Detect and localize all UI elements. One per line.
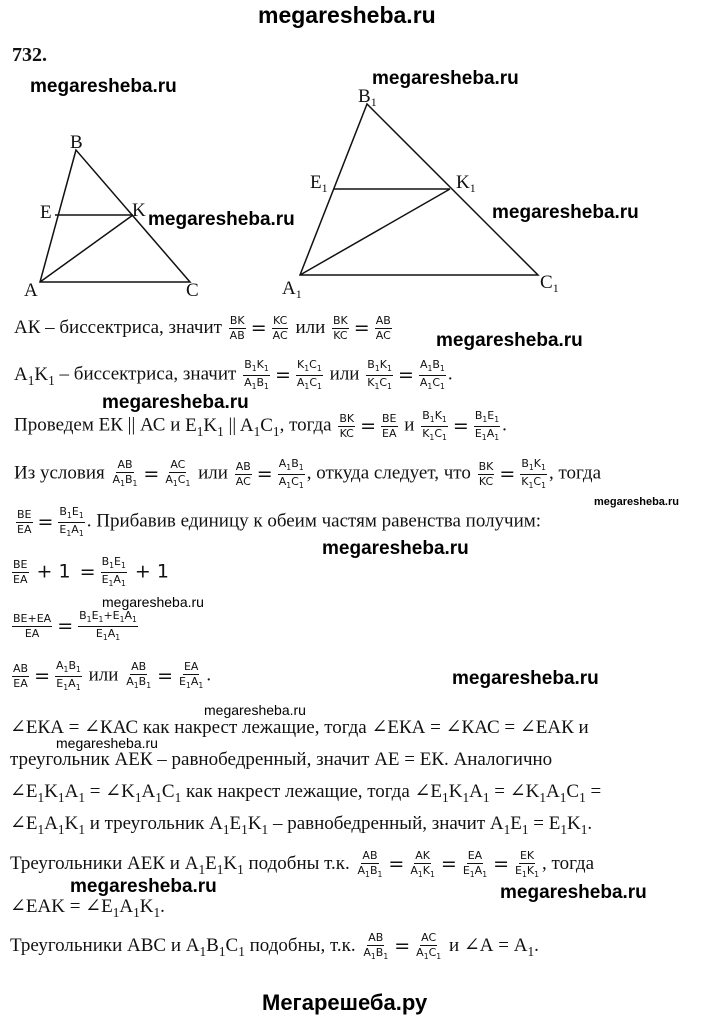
label-b1: $B_1$ xyxy=(358,86,377,109)
text-line-5: $\frac{BE}{EA}$ = $\frac{B_1E_1}{E_1A_1}$ . Прибавив единицу к обеим частям равенства получим: xyxy=(17,505,542,538)
text-line-2: $A_1K_1$ – биссектриса, значит $\frac{B_1K_1}{A_1B_1}$ = $\frac{K_1C_1}{A_1C_1}$ или $\frac{B_1K_1}{K_1C_1}$ = $\frac{A_1B_1}{A_1C_1}$ . xyxy=(14,358,453,391)
watermark: megaresheba.ru xyxy=(102,594,204,610)
label-a1: $A_1$ xyxy=(282,278,302,301)
text-para-7: Треугольники АВС и $A_1B_1C_1$ подобны, т.к. $\frac{AB}{A_1B_1}$ = $\frac{AC}{A_1C_1}$ и ∠А = $A_1$. xyxy=(10,931,539,962)
watermark: megaresheba.ru xyxy=(56,735,158,751)
label-b: B xyxy=(70,132,83,153)
text-para-6: ∠EAK = $\angle E_1A_1K_1$. xyxy=(10,896,165,920)
label-e1: $E_1$ xyxy=(310,172,328,195)
watermark: megaresheba.ru xyxy=(322,538,469,559)
text-line-3: Проведем ЕК || АС и $E_1K_1$ || $A_1C_1$, тогда $\frac{BK}{KC}$ = $\frac{BE}{EA}$ и $\frac{B_1K_1}{K_1C_1}$ = $\frac{B_1E_1}{E_1A_1}$ . xyxy=(14,409,507,442)
text-line-8: $\frac{AB}{EA}$ = $\frac{A_1B_1}{E_1A_1}$ или $\frac{AB}{A_1B_1}$ = $\frac{EA}{E_1A_1}$ . xyxy=(13,659,212,692)
watermark: megaresheba.ru xyxy=(372,68,519,89)
watermark: megaresheba.ru xyxy=(436,330,583,351)
text-line-1: АК – биссектриса, значит $\frac{BK}{AB}$ = $\frac{KC}{AC}$ или $\frac{BK}{KC}$ = $\frac{AB}{AC}$ xyxy=(14,314,391,343)
watermark: megaresheba.ru xyxy=(500,882,647,903)
label-a: A xyxy=(24,280,38,300)
text-line-7: $\frac{BE+EA}{EA}$ = $\frac{B_1E_1+E_1A_1}{E_1A_1}$ xyxy=(13,609,137,642)
watermark: megaresheba.ru xyxy=(30,76,177,97)
watermark: megaresheba.ru xyxy=(594,496,679,508)
text-line-6: $\frac{BE}{EA}$ + 1 = $\frac{B_1E_1}{E_1A_1}$ + 1 xyxy=(13,555,169,588)
text-para-5: Треугольники АЕК и $A_1E_1K_1$ подобны т.к. $\frac{AB}{A_1B_1}$ = $\frac{AK}{A_1K_1}$ = $\frac{EA}{E_1A_1}$ = $\frac{EK}{E_1K_1}$ , тогда xyxy=(10,849,595,880)
text-para-3: $\angle E_1K_1A_1$ = $\angle K_1A_1C_1$ как накрест лежащие, тогда $\angle E_1K_1A_1$ = $\angle K_1A_1C_1$ = xyxy=(10,781,602,805)
label-c1: $C_1$ xyxy=(540,272,559,295)
watermark: megaresheba.ru xyxy=(204,702,306,718)
text-para-2: треугольник АЕК – равнобедренный, значит АЕ = ЕК. Аналогично xyxy=(10,749,553,770)
label-k: K xyxy=(132,200,146,221)
text-line-4: Из условия $\frac{AB}{A_1B_1}$ = $\frac{AC}{A_1C_1}$ или $\frac{AB}{AC}$ = $\frac{A_1B_1}{A_1C_1}$ , откуда следует, что $\frac{BK}{KC}$ = $\frac{B_1K_1}{K_1C_1}$ , тогда xyxy=(14,457,601,490)
watermark: megaresheba.ru xyxy=(102,392,249,413)
watermark: megaresheba.ru xyxy=(70,876,217,897)
figure-triangle-a1b1c1 xyxy=(280,82,560,302)
problem-number: 732. xyxy=(12,44,47,66)
text-para-1: ∠ЕКА = ∠КАС как накрест лежащие, тогда ∠ЕКА = ∠КАС = ∠ЕАК и xyxy=(10,717,589,738)
watermark: megaresheba.ru xyxy=(492,202,639,223)
watermark: megaresheba.ru xyxy=(452,668,599,689)
watermark: megaresheba.ru xyxy=(148,209,295,230)
footer-site-name: Мегарешеба.ру xyxy=(262,990,428,1015)
label-k1: $K_1$ xyxy=(456,172,476,195)
header-watermark: megaresheba.ru xyxy=(258,2,436,28)
label-e: E xyxy=(40,202,52,223)
text-para-4: $\angle E_1A_1K_1$ и треугольник $A_1E_1K_1$ – равнобедренный, значит $A_1E_1 = E_1K_1$. xyxy=(10,813,593,837)
label-c: C xyxy=(186,280,199,300)
